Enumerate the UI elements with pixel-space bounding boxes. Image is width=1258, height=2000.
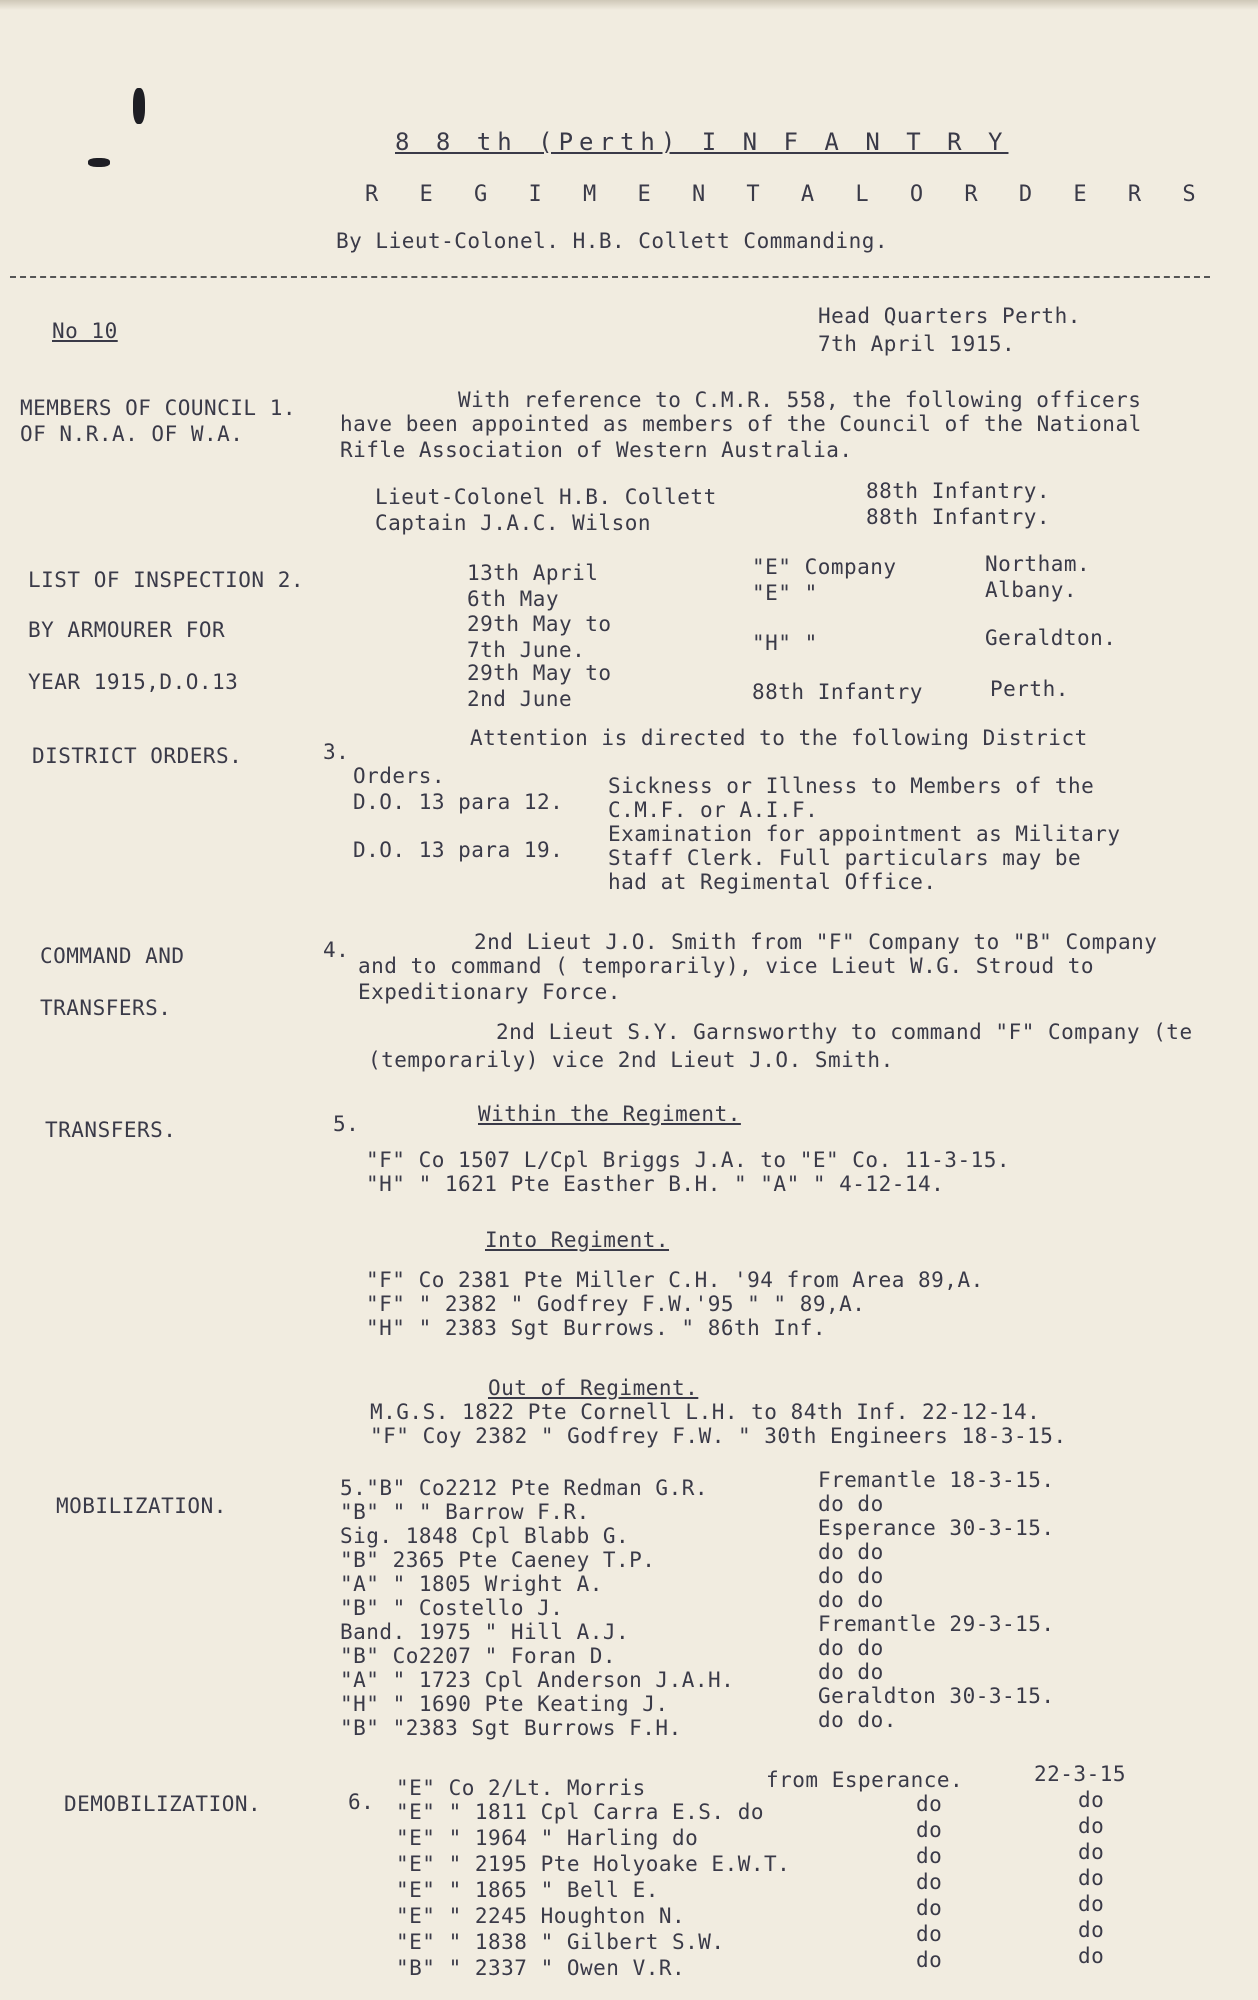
- mobilization-row: "B" Co2207 " Foran D.: [340, 1644, 617, 1668]
- district-order-ref: D.O. 13 para 19.: [353, 838, 564, 862]
- section-5-heading: TRANSFERS.: [45, 1118, 177, 1142]
- unit-heading: 8 8 th (Perth) I N F A N T R Y: [395, 128, 1009, 156]
- demobilization-row: "E" " 1811 Cpl Carra E.S. do: [396, 1800, 765, 1824]
- inspection-date: 13th April: [467, 561, 599, 585]
- district-order-text: Sickness or Illness to Members of the: [608, 774, 1095, 798]
- s1-text: have been appointed as members of the Council of the National: [340, 412, 1142, 436]
- s1-text: With reference to C.M.R. 558, the following officers: [458, 388, 1142, 412]
- inspection-date: 7th June.: [467, 638, 586, 662]
- ink-mark: [88, 158, 110, 167]
- section-4-number: 4.: [323, 938, 350, 962]
- within-heading: Within the Regiment.: [478, 1102, 741, 1126]
- section-1-heading: MEMBERS OF COUNCIL 1.: [20, 396, 297, 420]
- mobilization-row: "A" " 1723 Cpl Anderson J.A.H.: [340, 1668, 735, 1692]
- member-name: Lieut-Colonel H.B. Collett: [375, 485, 717, 509]
- mobilization-heading: MOBILIZATION.: [56, 1494, 227, 1518]
- ink-mark: [133, 88, 145, 124]
- s3-text: Attention is directed to the following District: [470, 726, 1088, 750]
- section-2-heading-3: YEAR 1915,D.O.13: [28, 670, 239, 694]
- mobilization-place: do do: [818, 1660, 884, 1684]
- s4-text: and to command ( temporarily), vice Lieut W.G. Stroud to: [358, 954, 1095, 978]
- inspection-company: 88th Infantry: [752, 680, 923, 704]
- demob-place: from Esperance.: [766, 1768, 964, 1792]
- demobilization-heading: DEMOBILIZATION.: [64, 1792, 262, 1816]
- member-unit: 88th Infantry.: [866, 505, 1051, 529]
- district-order-text: Staff Clerk. Full particulars may be: [608, 846, 1082, 870]
- demob-place: do: [916, 1792, 943, 1816]
- demob-date: do: [1078, 1892, 1105, 1916]
- demobilization-row: "E" " 1865 " Bell E.: [396, 1878, 659, 1902]
- section-6-number: 6.: [348, 1790, 375, 1814]
- section-3-heading: DISTRICT ORDERS.: [32, 744, 243, 768]
- demob-place: do: [916, 1870, 943, 1894]
- inspection-company: "H" ": [752, 631, 818, 655]
- transfer-row: "H" " 1621 Pte Easther B.H. " "A" " 4-12-14.: [366, 1172, 945, 1196]
- demob-place: do: [916, 1844, 943, 1868]
- inspection-place: Perth.: [990, 677, 1069, 701]
- s4-text: 2nd Lieut S.Y. Garnsworthy to command "F" Company (te: [496, 1020, 1193, 1044]
- into-heading: Into Regiment.: [485, 1228, 670, 1252]
- demobilization-row: "E" Co 2/Lt. Morris: [396, 1776, 646, 1800]
- section-4-heading-2: TRANSFERS.: [40, 996, 172, 1020]
- demob-place: do: [916, 1896, 943, 1920]
- mobilization-row: "B" " " Barrow F.R.: [340, 1500, 590, 1524]
- member-unit: 88th Infantry.: [866, 479, 1051, 503]
- demob-date: do: [1078, 1814, 1105, 1838]
- mobilization-place: do do: [818, 1492, 884, 1516]
- section-1-heading-2: OF N.R.A. OF W.A.: [20, 422, 244, 446]
- inspection-date: 2nd June: [467, 687, 573, 711]
- demob-place: do: [916, 1922, 943, 1946]
- mobilization-place: Fremantle 18-3-15.: [818, 1468, 1055, 1492]
- inspection-place: Albany.: [985, 578, 1078, 602]
- mobilization-row: Band. 1975 " Hill A.J.: [340, 1620, 630, 1644]
- byline: By Lieut-Colonel. H.B. Collett Commanding.: [336, 229, 889, 253]
- demob-date: do: [1078, 1944, 1105, 1968]
- demobilization-row: "E" " 2195 Pte Holyoake E.W.T.: [396, 1852, 791, 1876]
- demob-place: do: [916, 1818, 943, 1842]
- mobilization-place: do do: [818, 1636, 884, 1660]
- transfer-row: "H" " 2383 Sgt Burrows. " 86th Inf.: [366, 1316, 827, 1340]
- section-3-number: 3.: [323, 740, 350, 764]
- mobilization-place: Esperance 30-3-15.: [818, 1516, 1055, 1540]
- mobilization-place: Fremantle 29-3-15.: [818, 1612, 1055, 1636]
- transfer-row: "F" Coy 2382 " Godfrey F.W. " 30th Engineers 18-3-15.: [370, 1424, 1067, 1448]
- hq-date: 7th April 1915.: [818, 332, 1016, 356]
- mobilization-row: "B" "2383 Sgt Burrows F.H.: [340, 1716, 682, 1740]
- s4-text: Expeditionary Force.: [358, 980, 621, 1004]
- inspection-place: Northam.: [985, 552, 1091, 576]
- demob-date: do: [1078, 1918, 1105, 1942]
- s4-text: (temporarily) vice 2nd Lieut J.O. Smith.: [368, 1048, 894, 1072]
- mobilization-place: do do: [818, 1540, 884, 1564]
- mobilization-place: Geraldton 30-3-15.: [818, 1684, 1055, 1708]
- mobilization-row: "H" " 1690 Pte Keating J.: [340, 1692, 669, 1716]
- s4-text: 2nd Lieut J.O. Smith from "F" Company to "B" Company: [474, 930, 1158, 954]
- mobilization-row: "B" 2365 Pte Caeney T.P.: [340, 1548, 656, 1572]
- mobilization-row: 5."B" Co2212 Pte Redman G.R.: [340, 1476, 709, 1500]
- hq-place: Head Quarters Perth.: [818, 304, 1081, 328]
- demobilization-row: "E" " 1838 " Gilbert S.W.: [396, 1930, 725, 1954]
- member-name: Captain J.A.C. Wilson: [375, 511, 652, 535]
- transfer-row: M.G.S. 1822 Pte Cornell L.H. to 84th Inf. 22-12-14.: [370, 1400, 1041, 1424]
- document-title: R E G I M E N T A L O R D E R S: [365, 182, 1210, 207]
- paper-edge: [0, 0, 1258, 10]
- demobilization-row: "B" " 2337 " Owen V.R.: [396, 1956, 686, 1980]
- demob-date: 22-3-15: [1034, 1762, 1127, 1786]
- section-5-number: 5.: [333, 1112, 360, 1136]
- order-number: No 10: [52, 319, 118, 343]
- demob-date: do: [1078, 1866, 1105, 1890]
- demobilization-row: "E" " 1964 " Harling do: [396, 1826, 699, 1850]
- out-heading: Out of Regiment.: [488, 1376, 699, 1400]
- demob-date: do: [1078, 1840, 1105, 1864]
- transfer-row: "F" " 2382 " Godfrey F.W.'95 " " 89,A.: [366, 1292, 866, 1316]
- mobilization-row: "A" " 1805 Wright A.: [340, 1572, 603, 1596]
- mobilization-row: Sig. 1848 Cpl Blabb G.: [340, 1524, 630, 1548]
- district-order-ref: D.O. 13 para 12.: [353, 790, 564, 814]
- header-divider: [10, 276, 1210, 278]
- demobilization-row: "E" " 2245 Houghton N.: [396, 1904, 686, 1928]
- mobilization-place: do do: [818, 1564, 884, 1588]
- inspection-company: "E" ": [752, 581, 818, 605]
- inspection-date: 6th May: [467, 587, 560, 611]
- inspection-date: 29th May to: [467, 612, 612, 636]
- demob-date: do: [1078, 1788, 1105, 1812]
- mobilization-place: do do: [818, 1588, 884, 1612]
- transfer-row: "F" Co 1507 L/Cpl Briggs J.A. to "E" Co. 11-3-15.: [366, 1148, 1011, 1172]
- section-4-heading: COMMAND AND: [40, 944, 185, 968]
- section-2-heading-2: BY ARMOURER FOR: [28, 618, 226, 642]
- inspection-place: Geraldton.: [985, 626, 1117, 650]
- section-2-heading: LIST OF INSPECTION 2.: [28, 568, 305, 592]
- demob-place: do: [916, 1948, 943, 1972]
- inspection-date: 29th May to: [467, 661, 612, 685]
- mobilization-row: "B" " Costello J.: [340, 1596, 564, 1620]
- district-order-text: C.M.F. or A.I.F.: [608, 798, 819, 822]
- district-order-text: had at Regimental Office.: [608, 870, 937, 894]
- transfer-row: "F" Co 2381 Pte Miller C.H. '94 from Area 89,A.: [366, 1268, 984, 1292]
- s3-text: Orders.: [353, 764, 446, 788]
- s1-text: Rifle Association of Western Australia.: [340, 438, 853, 462]
- mobilization-place: do do.: [818, 1708, 897, 1732]
- district-order-text: Examination for appointment as Military: [608, 822, 1121, 846]
- inspection-company: "E" Company: [752, 555, 897, 579]
